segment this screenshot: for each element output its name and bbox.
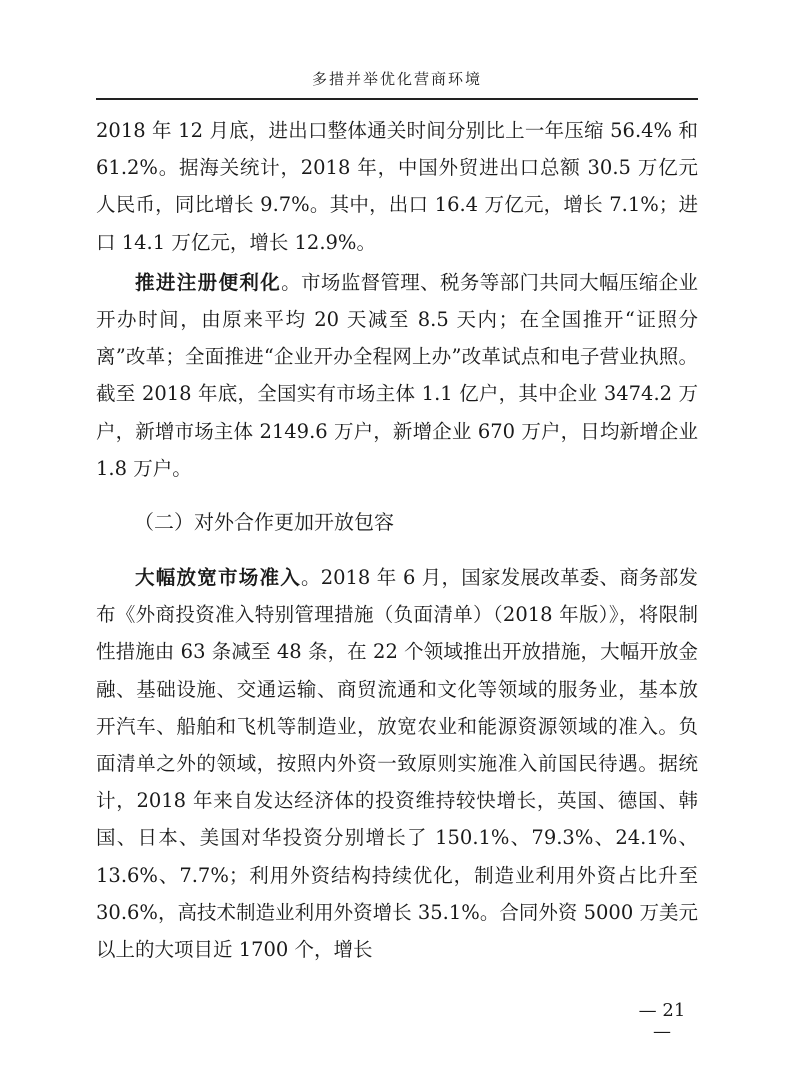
page-header	[96, 58, 698, 100]
paragraph-lead-market-access: 大幅放宽市场准入	[135, 566, 301, 590]
paragraph-registration	[96, 264, 698, 487]
page-number: — 21 —	[638, 1000, 686, 1042]
paragraph-body-registration: 。市场监督管理、税务等部门共同大幅压缩企业开办时间，由原来平均 20 天减至 8.5 天内；在全国推开“证照分离”改革；全面推进“企业开办全程网上办”改革试点和电子营业执照。截至 2018 年底，全国实有市场主体 1.1 亿户，其中企业 3474.2 万户，新增市场主体 2149.6 万户，新增企业 670 万户，日均新增企业 1.8 万户。	[96, 270, 698, 480]
paragraph-customs-trade: 2018 年 12 月底，进出口整体通关时间分别比上一年压缩 56.4% 和 61.2%。据海关统计，2018 年，中国外贸进出口总额 30.5 万亿元人民币，同比增长 9.7%。其中，出口 16.4 万亿元，增长 7.1%；进口 14.1 万亿元，增长 12.9%。	[96, 119, 698, 254]
paragraph-lead-registration: 推进注册便利化	[135, 270, 282, 294]
page-body	[96, 112, 698, 968]
section-heading: （二）对外合作更加开放包容	[134, 510, 394, 535]
running-header-title: 多措并举优化营商环境	[311, 70, 482, 88]
paragraph-body-market-access: 。2018 年 6 月，国家发展改革委、商务部发布《外商投资准入特别管理措施（负面清单）（2018 年版）》，将限制性措施由 63 条减至 48 条，在 22 个领域推出开放措施，大幅开放金融、基础设施、交通运输、商贸流通和文化等领域的服务业，基本放开汽车、船舶和飞机等制造业，放宽农业和能源资源领域的准入。负面清单之外的领域，按照内外资一致原则实施准入前国民待遇。据统计，2018 年来自发达经济体的投资维持较快增长，英国、德国、韩国、日本、美国对华投资分别增长了 150.1%、79.3%、24.1%、13.6%、7.7%；利用外资结构持续优化，制造业利用外资占比升至 30.6%，高技术制造业利用外资增长 35.1%。合同外资 5000 万美元以上的大项目近 1700 个，增长	[96, 566, 698, 962]
paragraph-market-access	[96, 559, 698, 968]
